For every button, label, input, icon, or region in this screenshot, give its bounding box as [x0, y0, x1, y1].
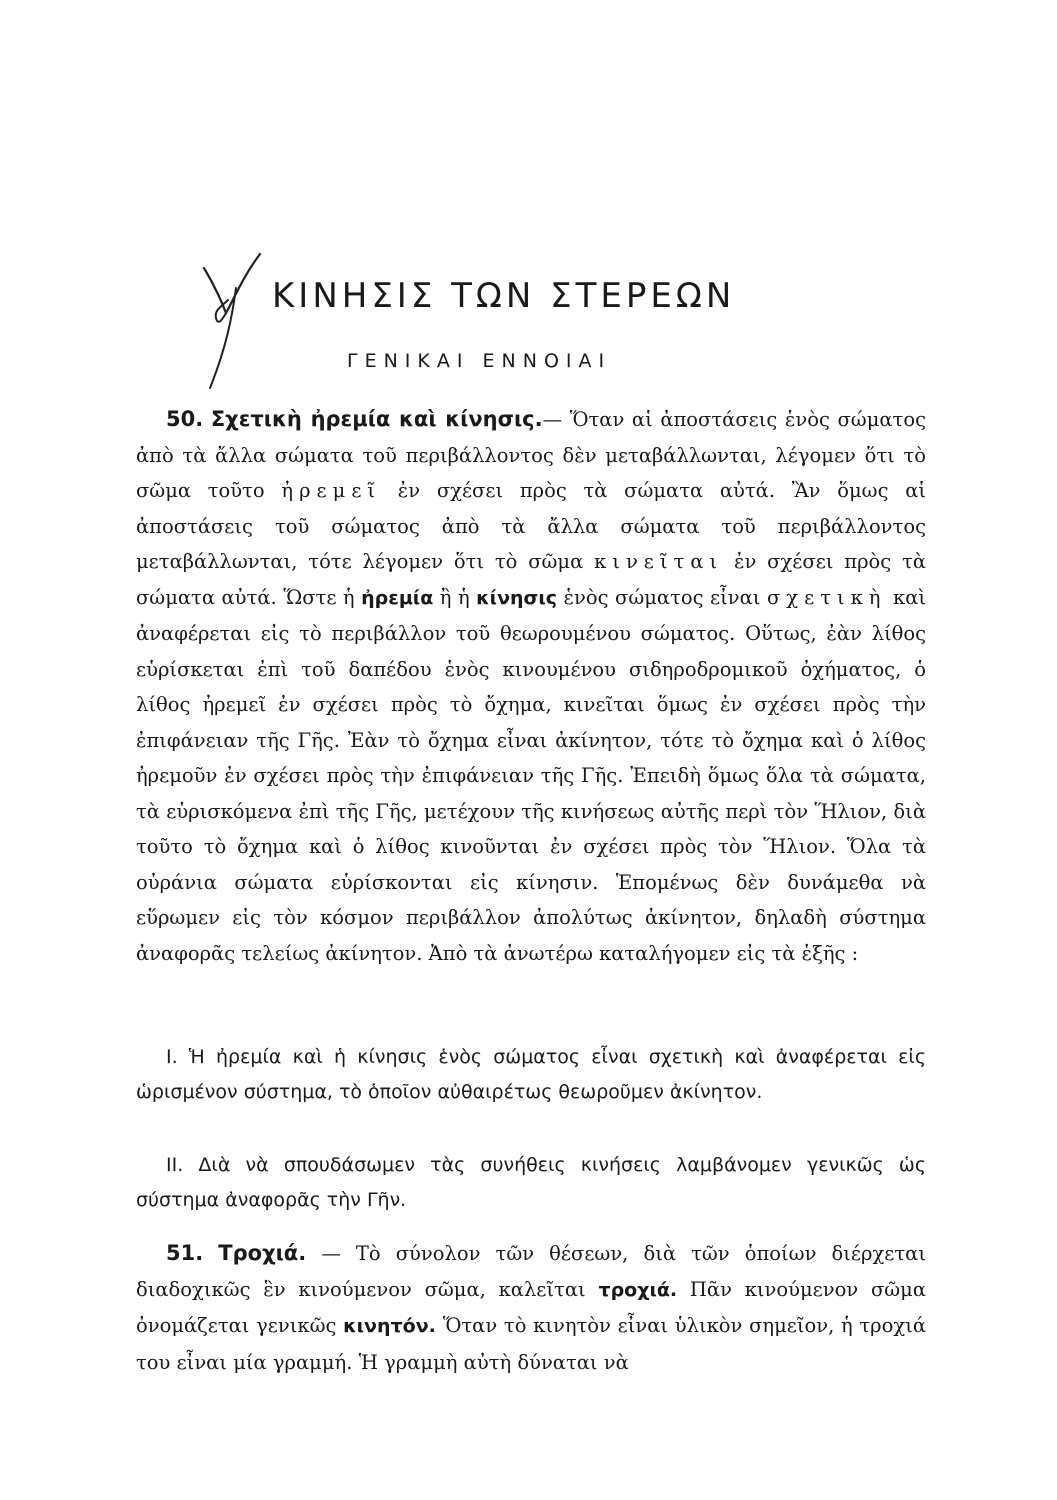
section-51-paragraph: [136, 1236, 926, 1380]
section-50-text-3: ἐν σχέσει πρὸς τὰ σώματα αὐτά. Ὥστε ἡ: [136, 550, 926, 609]
term-kineitai: κινεῖται: [594, 550, 724, 573]
rule-1-label: Ι.: [166, 1046, 178, 1068]
section-51-title: Τροχιά.: [218, 1241, 307, 1265]
section-50-title: Σχετικὴ ἠρεμία καὶ κίνησις.: [210, 407, 543, 431]
chapter-subtitle: ΓΕΝΙΚΑΙ ΕΝΝΟΙΑΙ: [347, 350, 612, 372]
term-eremia: ἠρεμία: [361, 586, 434, 609]
section-51-text-1: — Τὸ σύνολον τῶν θέσεων, διὰ τῶν ὁποίων διέρχεται διαδοχικῶς ἓν κινούμενον σῶμα, καλεῖται: [136, 1242, 926, 1301]
term-kinesis: κίνησις: [476, 586, 558, 609]
section-51-text-2: Πᾶν κινούμενον σῶμα ὀνομάζεται γενικῶς: [136, 1277, 927, 1337]
term-kineton: κινητόν.: [343, 1315, 436, 1337]
rule-item-2: [136, 1148, 926, 1218]
rule-item-1: [136, 1040, 926, 1110]
section-50-text-2: ἐν σχέσει πρὸς τὰ σώματα αὐτά. Ἂν ὅμως αἱ ἀποστάσεις τοῦ σώματος ἀπὸ τὰ ἄλλα σώματα τοῦ περιβάλλοντος μεταβάλλωνται, τότε λέγομεν ὅτι τὸ σῶμα: [136, 479, 927, 573]
rule-2-label: ΙΙ.: [166, 1154, 184, 1176]
section-51-number: 51.: [166, 1241, 204, 1265]
handwritten-check-mark: [196, 248, 266, 398]
section-50-text-4: ἢ ἡ: [439, 585, 470, 609]
rule-2-text: Διὰ νὰ σπουδάσωμεν τὰς συνήθεις κινήσεις λαμβάνομεν γενικῶς ὡς σύστημα ἀναφορᾶς τὴν Γῆν.: [136, 1154, 926, 1211]
section-51-text-3: Ὅταν τὸ κινητὸν εἶναι ὑλικὸν σημεῖον, ἡ τροχιά του εἶναι μία γραμμή. Ἡ γραμμὴ αὐτὴ δύναται νὰ: [136, 1314, 927, 1374]
section-50-text-5: ἑνὸς σώματος εἶναι: [563, 585, 761, 609]
term-trochia: τροχιά.: [598, 1278, 678, 1301]
rule-1-text: Ἡ ἠρεμία καὶ ἡ κίνησις ἑνὸς σώματος εἶναι σχετικὴ καὶ ἀναφέρεται εἰς ὡρισμένον σύστημα, τὸ ὁποῖον αὐθαιρέτως θεωροῦμεν ἀκίνητον.: [136, 1046, 926, 1103]
term-schetike: σχετικὴ: [766, 585, 887, 609]
section-50-paragraph: [136, 402, 926, 971]
chapter-title: ΚΙΝΗΣΙΣ ΤΩΝ ΣΤΕΡΕΩΝ: [272, 276, 736, 316]
section-50-text-1: — Ὅταν αἱ ἀποστάσεις ἑνὸς σώματος ἀπὸ τὰ ἄλλα σώματα τοῦ περιβάλλοντος δὲν μεταβάλλωνται, λέγομεν ὅτι τὸ σῶμα τοῦτο: [136, 408, 926, 502]
term-eremei: ἠρεμεῖ: [281, 479, 382, 502]
section-50-text-6: καὶ ἀναφέρεται εἰς τὸ περιβάλλον τοῦ θεωρουμένου σώματος. Οὕτως, ἐὰν λίθος εὑρίσκεται ἐπὶ τοῦ δαπέδου ἑνὸς κινουμένου σιδηροδρομικοῦ ὀχήματος, ὁ λίθος ἠρεμεῖ ἐν σχέσει πρὸς τὸ ὄχημα, κινεῖται ὅμως ἐν σχέσει πρὸς τὴν ἐπιφάνειαν τῆς Γῆς. Ἐὰν τὸ ὄχημα εἶναι ἀκίνητον, τότε τὸ ὄχημα καὶ ὁ λίθος ἠρεμοῦν ἐν σχέσει πρὸς τὴν ἐπιφάνειαν τῆς Γῆς. Ἐπειδὴ ὅμως ὅλα τὰ σώματα, τὰ εὑρισκόμενα ἐπὶ τῆς Γῆς, μετέχουν τῆς κινήσεως αὐτῆς περὶ τὸν Ἥλιον, διὰ τοῦτο τὸ ὄχημα καὶ ὁ λίθος κινοῦνται ἐν σχέσει πρὸς τὸν Ἥλιον. Ὅλα τὰ οὐράνια σώματα εὑρίσκονται εἰς κίνησιν. Ἑπομένως δὲν δυνάμεθα νὰ εὕρωμεν εἰς τὸν κόσμον περιβάλλον ἀπολύτως ἀκίνητον, δηλαδὴ σύστημα ἀναφορᾶς τελείως ἀκίνητον. Ἀπὸ τὰ ἀνωτέρω καταλήγομεν εἰς τὰ ἑξῆς :: [136, 585, 927, 965]
section-50-number: 50.: [166, 407, 204, 431]
pen-mark-icon: [196, 248, 266, 398]
